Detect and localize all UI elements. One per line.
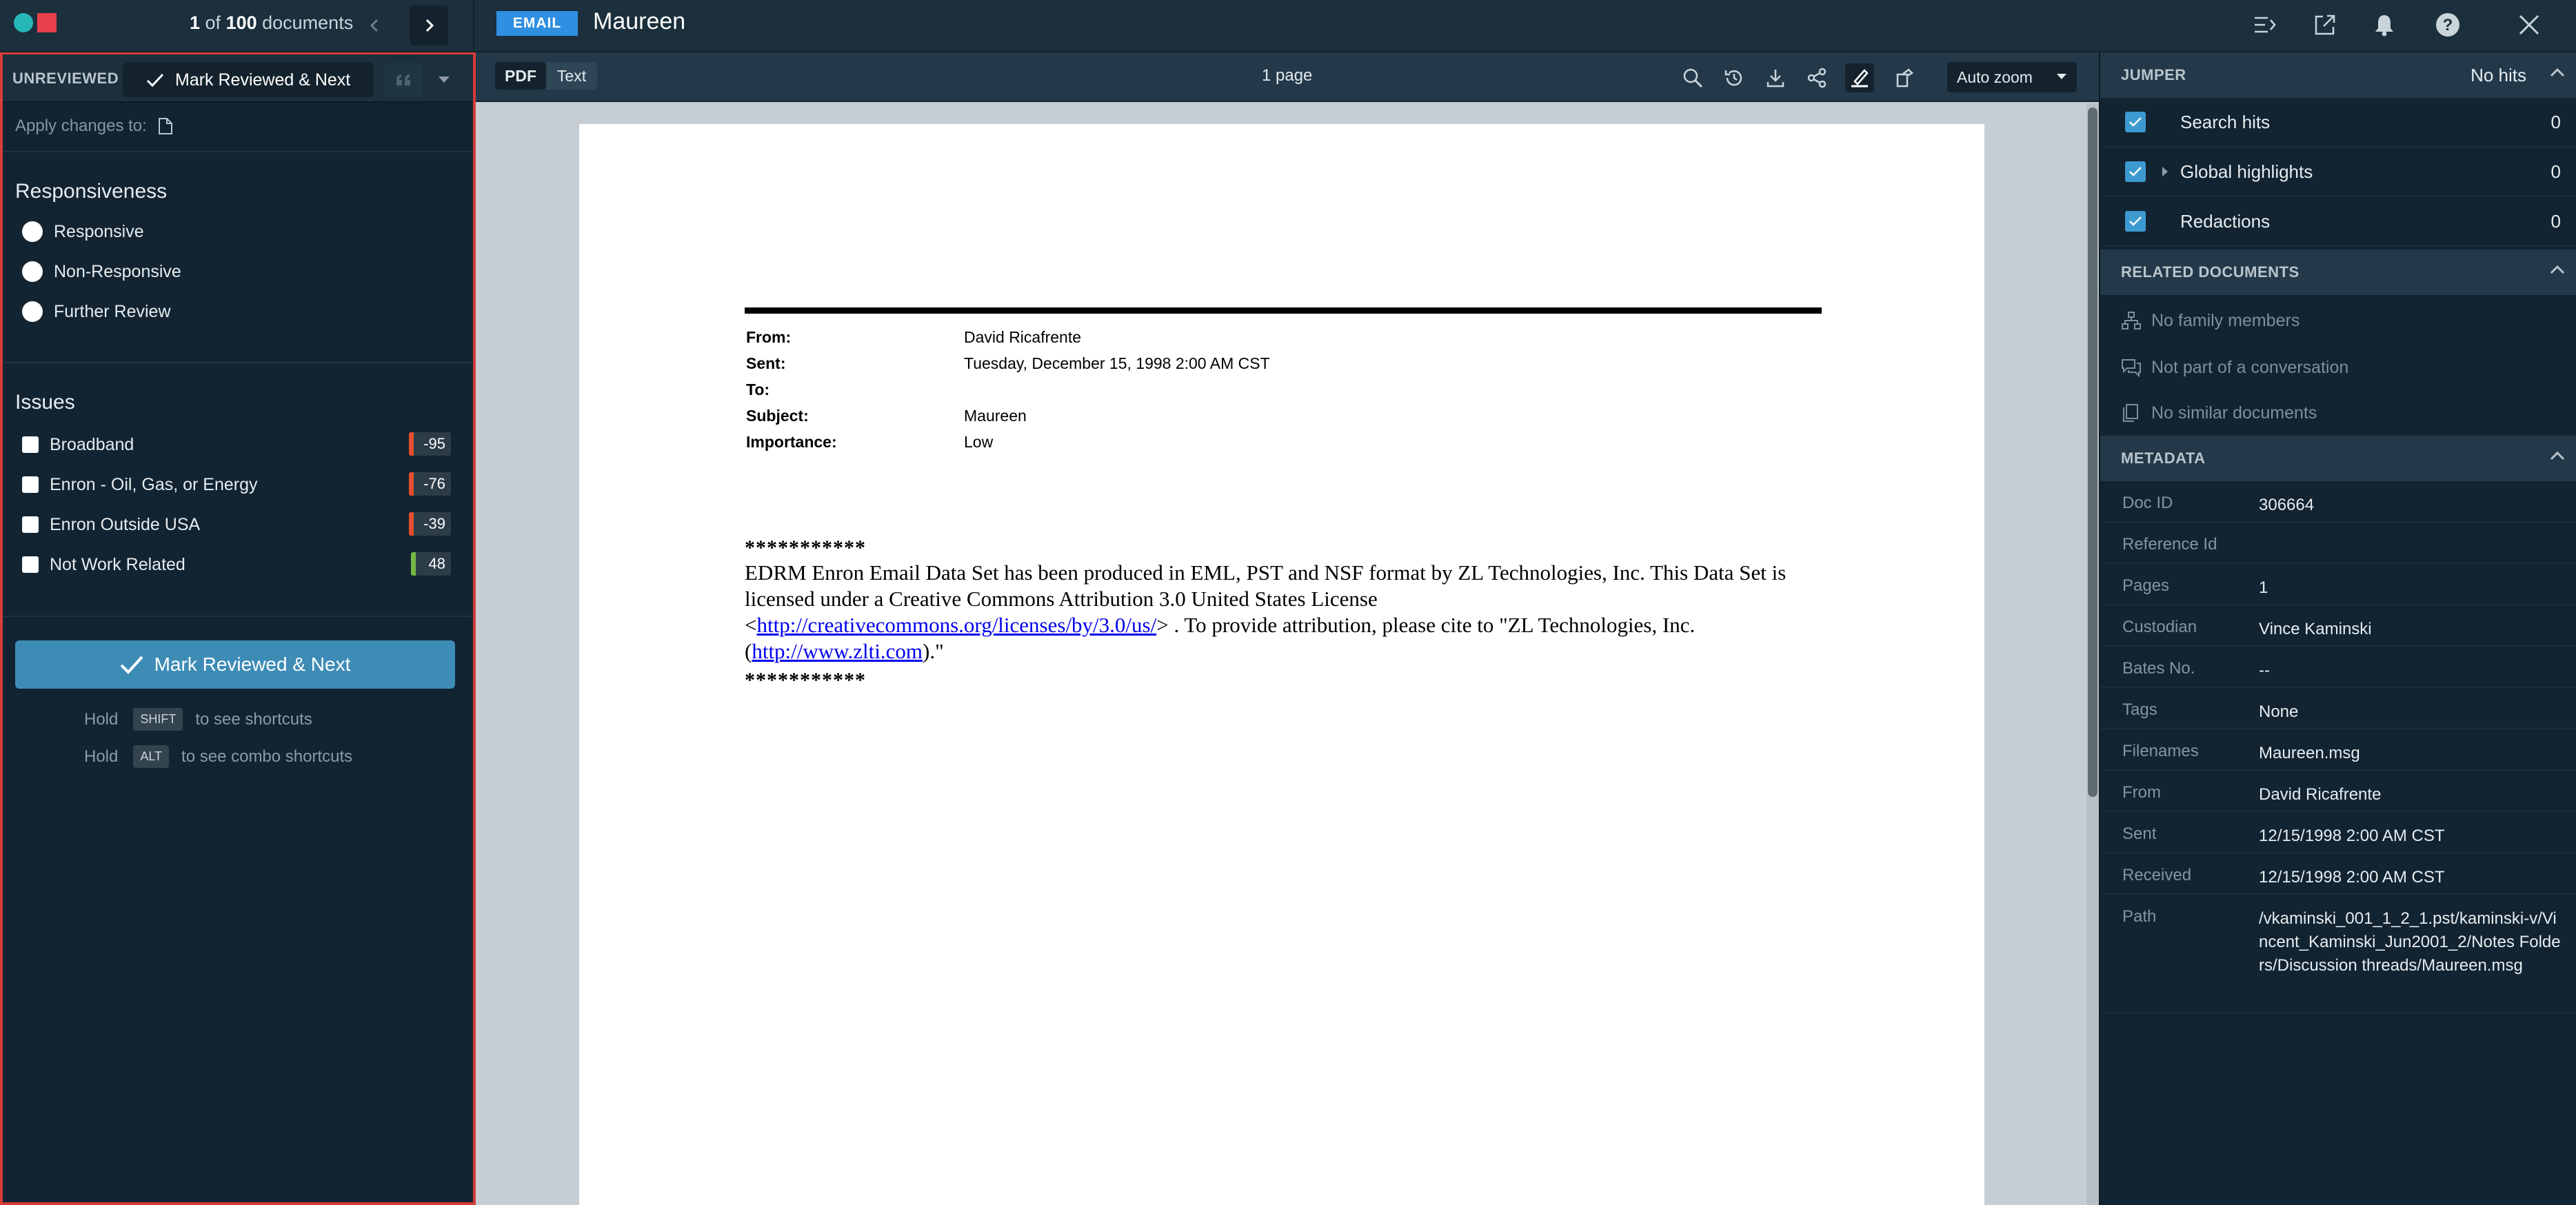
hint-prefix: Hold	[84, 709, 119, 729]
app-logo-dot	[14, 13, 33, 32]
jumper-count: 0	[2550, 112, 2561, 132]
quote-button[interactable]	[385, 63, 422, 97]
help-icon	[2435, 12, 2460, 37]
divider	[3, 151, 473, 152]
jumper-row-search-hits[interactable]	[2100, 98, 2576, 148]
metadata-key: Pages	[2122, 576, 2170, 595]
issues-title: Issues	[15, 391, 75, 414]
viewer-scrollbar-thumb[interactable]	[2088, 108, 2097, 797]
open-external-button[interactable]	[2310, 10, 2340, 40]
mark-reviewed-next-label: Mark Reviewed & Next	[154, 654, 351, 675]
history-button[interactable]	[1720, 63, 1749, 92]
caret-right-icon[interactable]	[2161, 165, 2169, 178]
metadata-value: /vkaminski_001_1_2_1.pst/kaminski-v/Vincent_Kaminski_Jun2001_2/Notes Folders/Discussion threads/Maureen.msg	[2259, 909, 2561, 975]
issue-score: 48	[411, 552, 451, 576]
shift-shortcut-hint	[84, 708, 312, 731]
checkmark-icon	[2129, 216, 2142, 227]
body-text: <	[745, 613, 757, 637]
caret-down-icon	[438, 76, 450, 84]
issue-label: Broadband	[50, 434, 134, 454]
body-text: EDRM Enron Email Data Set has been produced in EML, PST and NSF format by ZL Technologies, Inc. This Data Set is licensed under a Creative Commons Attribution 3.0 United States License	[745, 560, 1787, 611]
body-text: )."	[923, 639, 944, 663]
previous-document-button[interactable]	[356, 6, 394, 45]
radio-non-responsive[interactable]	[22, 261, 181, 282]
checkbox[interactable]	[22, 476, 39, 493]
header-value: Tuesday, December 15, 1998 2:00 AM CST	[964, 354, 1270, 372]
issue-score: -95	[409, 432, 451, 456]
jumper-label: Redactions	[2180, 211, 2271, 232]
metadata-value: --	[2259, 661, 2270, 680]
header-value: Maureen	[964, 407, 1027, 425]
issue-enron-outside-usa[interactable]	[22, 512, 451, 537]
metadata-value: 12/15/1998 2:00 AM CST	[2259, 827, 2445, 845]
divider	[3, 362, 473, 363]
highlighter-icon	[1849, 68, 1870, 88]
checkbox-checked[interactable]	[2125, 161, 2146, 182]
metadata-row-path	[2100, 895, 2576, 1013]
info-panel	[2099, 52, 2576, 1205]
jumper-count: 0	[2550, 161, 2561, 182]
jumper-label: Search hits	[2180, 112, 2271, 132]
download-icon	[1765, 68, 1786, 88]
metadata-value: 306664	[2259, 496, 2315, 514]
metadata-header[interactable]	[2100, 436, 2576, 481]
metadata-key: Tags	[2122, 700, 2157, 719]
svg-text:?: ?	[2442, 16, 2453, 34]
metadata-key: Path	[2122, 907, 2157, 926]
metadata-key: Reference Id	[2122, 535, 2217, 554]
hint-suffix: to see combo shortcuts	[181, 747, 353, 766]
notifications-button[interactable]	[2369, 10, 2399, 40]
related-conversation	[2121, 345, 2348, 390]
checkbox[interactable]	[22, 436, 39, 453]
document-navigator	[0, 0, 474, 52]
related-label: No family members	[2151, 310, 2300, 330]
bell-icon	[2374, 13, 2395, 37]
radio-button[interactable]	[22, 301, 43, 322]
checkbox[interactable]	[22, 556, 39, 573]
issue-broadband[interactable]	[22, 432, 451, 457]
issue-score: -76	[409, 472, 451, 496]
mark-reviewed-next-label: Mark Reviewed & Next	[175, 70, 351, 90]
metadata-value: 1	[2259, 578, 2268, 597]
metadata-row	[2100, 523, 2576, 564]
zoom-select[interactable]	[1947, 62, 2077, 92]
alt-shortcut-hint	[84, 745, 352, 768]
alt-key-badge: ALT	[133, 745, 169, 768]
chevron-right-icon	[421, 17, 437, 34]
checkmark-icon	[2129, 166, 2142, 177]
metadata-value: Vince Kaminski	[2259, 620, 2372, 638]
help-button[interactable]	[2433, 10, 2463, 40]
review-bar	[3, 54, 473, 103]
issue-enron-oil-gas-energy[interactable]	[22, 472, 451, 497]
license-link[interactable]: http://creativecommons.org/licenses/by/3.0/us/	[756, 613, 1157, 637]
jumper-title: JUMPER	[2121, 66, 2186, 83]
similar-documents-icon	[2121, 403, 2142, 423]
apply-changes-row	[15, 117, 173, 136]
metadata-row	[2100, 771, 2576, 812]
document-title: Maureen	[593, 8, 686, 34]
body-text: > . To provide attribution, please cite to "ZL Technologies, Inc. (	[745, 613, 1695, 663]
review-options-dropdown[interactable]	[427, 63, 461, 97]
coding-panel	[0, 52, 476, 1205]
metadata-key: Received	[2122, 866, 2192, 884]
related-similar-documents	[2121, 390, 2317, 436]
header-label: From:	[746, 328, 792, 346]
header-label: Sent:	[746, 354, 786, 372]
related-label: Not part of a conversation	[2151, 357, 2349, 377]
hint-prefix: Hold	[84, 747, 119, 766]
metadata-value: Maureen.msg	[2259, 744, 2360, 762]
chevron-up-icon	[2550, 451, 2565, 460]
divider	[3, 616, 473, 617]
app-logo-square	[37, 13, 57, 32]
external-link-icon	[2313, 13, 2337, 37]
checkmark-icon	[146, 72, 164, 88]
zoom-value: Auto zoom	[1957, 68, 2033, 86]
top-bar	[0, 0, 2576, 52]
header-label: Importance:	[746, 433, 837, 451]
chevron-up-icon	[2550, 265, 2565, 274]
responsiveness-title: Responsiveness	[15, 180, 168, 203]
share-button[interactable]	[1802, 63, 1831, 92]
review-status-label: UNREVIEWED	[12, 70, 119, 87]
metadata-row	[2100, 853, 2576, 895]
radio-button[interactable]	[22, 261, 43, 282]
jumper-row-redactions[interactable]	[2100, 197, 2576, 247]
separator-stars: ***********	[745, 669, 866, 691]
document-viewer	[476, 52, 2099, 1205]
tab-text[interactable]: Text	[546, 62, 597, 90]
metadata-row	[2100, 481, 2576, 523]
radio-label: Further Review	[54, 301, 171, 321]
collapse-panel-button[interactable]	[2249, 10, 2280, 40]
chevron-left-icon	[367, 17, 383, 34]
related-family-members	[2121, 298, 2300, 343]
header-label: Subject:	[746, 407, 809, 425]
checkbox[interactable]	[22, 516, 39, 533]
metadata-row	[2100, 564, 2576, 605]
document-icon[interactable]	[158, 117, 173, 135]
checkbox-checked[interactable]	[2125, 211, 2146, 232]
download-button[interactable]	[1761, 63, 1790, 92]
issue-label: Enron - Oil, Gas, or Energy	[50, 474, 258, 494]
checkmark-icon	[2129, 117, 2142, 128]
related-label: No similar documents	[2151, 403, 2317, 423]
mark-reviewed-next-primary-button[interactable]	[15, 640, 455, 689]
metadata-key: Filenames	[2122, 742, 2199, 760]
apply-changes-label: Apply changes to:	[15, 117, 147, 135]
checkbox-checked[interactable]	[2125, 112, 2146, 132]
metadata-title: METADATA	[2121, 449, 2206, 467]
metadata-key: Custodian	[2122, 618, 2197, 636]
metadata-row	[2100, 812, 2576, 853]
related-documents-title: RELATED DOCUMENTS	[2121, 263, 2300, 281]
tab-pdf[interactable]: PDF	[495, 62, 546, 90]
metadata-value: David Ricafrente	[2259, 785, 2382, 804]
email-body	[745, 560, 1827, 665]
header-label: To:	[746, 381, 770, 398]
pdf-page	[579, 124, 1984, 1205]
header-rule	[745, 307, 1822, 314]
radio-further-review[interactable]	[22, 301, 171, 322]
header-value: David Ricafrente	[964, 328, 1082, 346]
metadata-key: From	[2122, 783, 2161, 802]
caret-down-icon	[2056, 73, 2067, 80]
metadata-key: Doc ID	[2122, 494, 2173, 512]
share-icon	[1807, 68, 1827, 88]
metadata-value: None	[2259, 702, 2299, 721]
search-icon	[1682, 68, 1703, 88]
radio-label: Non-Responsive	[54, 261, 181, 281]
metadata-value: 12/15/1998 2:00 AM CST	[2259, 868, 2445, 887]
issue-score: -39	[409, 512, 451, 536]
redact-button[interactable]	[1889, 63, 1918, 92]
shift-key-badge: SHIFT	[133, 708, 183, 731]
radio-button[interactable]	[22, 221, 43, 242]
header-value: Low	[964, 433, 994, 451]
issue-not-work-related[interactable]	[22, 552, 451, 577]
redact-icon	[1893, 68, 1914, 88]
search-button[interactable]	[1678, 63, 1707, 92]
metadata-row	[2100, 605, 2576, 647]
close-button[interactable]	[2514, 10, 2544, 40]
jumper-header[interactable]	[2100, 52, 2576, 98]
jumper-row-global-highlights[interactable]	[2100, 148, 2576, 197]
hint-suffix: to see shortcuts	[195, 709, 312, 729]
metadata-key: Sent	[2122, 824, 2157, 843]
issue-label: Enron Outside USA	[50, 514, 201, 534]
document-counter: 1 of 100 documents	[190, 12, 354, 33]
highlight-button[interactable]	[1845, 63, 1874, 92]
metadata-row	[2100, 688, 2576, 729]
radio-label: Responsive	[54, 221, 144, 241]
quote-icon	[396, 74, 411, 86]
viewer-toolbar	[476, 52, 2099, 102]
close-icon	[2518, 14, 2540, 36]
mark-reviewed-next-button[interactable]	[123, 63, 374, 97]
checkmark-icon	[120, 655, 143, 674]
family-tree-icon	[2121, 311, 2142, 330]
metadata-row	[2100, 729, 2576, 771]
next-document-button[interactable]	[410, 6, 448, 45]
radio-responsive[interactable]	[22, 221, 144, 242]
conversation-icon	[2121, 358, 2142, 377]
jumper-label: Global highlights	[2180, 161, 2313, 182]
metadata-row	[2100, 647, 2576, 688]
doc-type-badge: EMAIL	[496, 11, 578, 36]
related-documents-header[interactable]	[2100, 250, 2576, 295]
chevron-up-icon	[2550, 68, 2565, 77]
zlti-link[interactable]: http://www.zlti.com	[752, 639, 923, 663]
history-icon	[1724, 68, 1744, 88]
jumper-status: No hits	[2471, 64, 2526, 85]
issue-label: Not Work Related	[50, 554, 185, 574]
panel-toggle-icon	[2253, 13, 2276, 37]
separator-stars: ***********	[745, 536, 866, 559]
jumper-count: 0	[2550, 211, 2561, 232]
metadata-key: Bates No.	[2122, 659, 2195, 678]
page-count: 1 page	[1262, 66, 1313, 85]
